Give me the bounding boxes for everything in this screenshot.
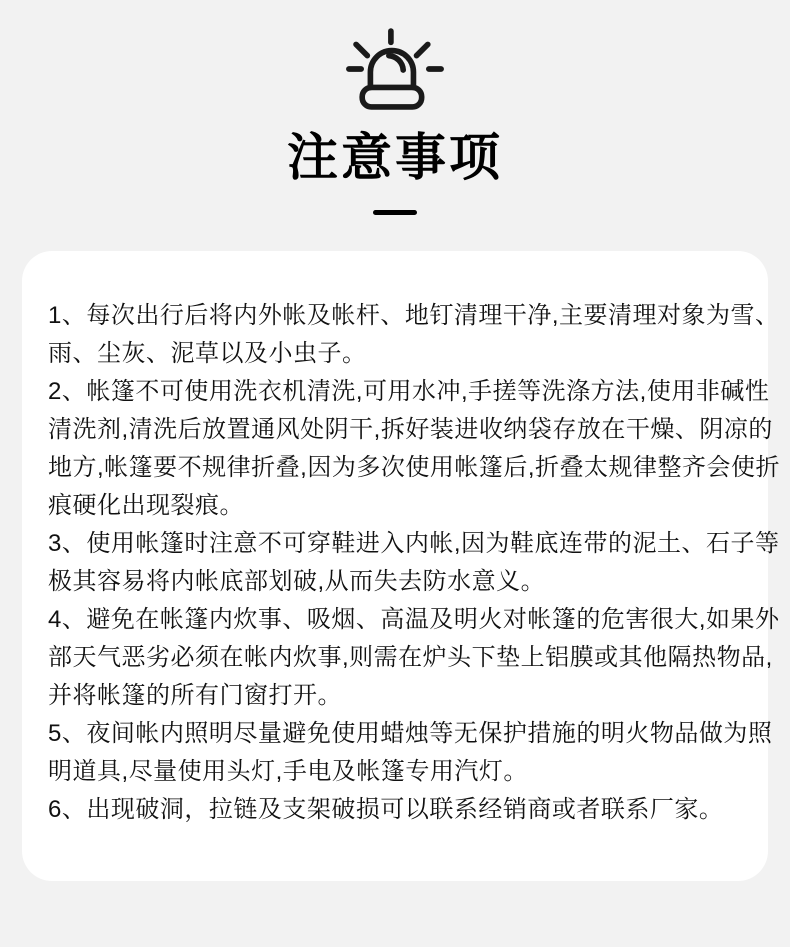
note-line: 极其容易将内帐底部划破,从而失去防水意义。 <box>48 568 546 595</box>
note-line: 2、帐篷不可使用洗衣机清洗,可用水冲,手搓等洗涤方法,使用非碱性 <box>48 378 770 405</box>
note-line: 3、使用帐篷时注意不可穿鞋进入内帐,因为鞋底连带的泥土、石子等 <box>48 530 780 557</box>
note-line: 5、夜间帐内照明尽量避免使用蜡烛等无保护措施的明火物品做为照 <box>48 720 773 747</box>
page-title: 注意事项 <box>286 129 503 186</box>
note-line: 清洗剂,清洗后放置通风处阴干,拆好装进收纳袋存放在干燥、阴凉的 <box>48 416 773 443</box>
note-line: 并将帐篷的所有门窗打开。 <box>48 682 342 709</box>
note-line: 6、出现破洞，拉链及支架破损可以联系经销商或者联系厂家。 <box>48 796 724 823</box>
note-line: 明道具,尽量使用头灯,手电及帐篷专用汽灯。 <box>48 758 528 785</box>
notes-card <box>22 251 781 881</box>
note-line: 雨、尘灰、泥草以及小虫子。 <box>48 340 367 367</box>
page-header <box>287 0 503 215</box>
note-item-1 <box>48 297 780 373</box>
note-item-6 <box>48 791 744 829</box>
note-line: 痕硬化出现裂痕。 <box>48 492 244 519</box>
note-item-3 <box>48 525 780 601</box>
siren-alarm-icon <box>345 28 445 110</box>
note-item-5 <box>48 715 773 791</box>
title-underline <box>373 210 417 215</box>
note-item-4 <box>48 601 780 715</box>
note-line: 4、避免在帐篷内炊事、吸烟、高温及明火对帐篷的危害很大,如果外 <box>48 606 780 633</box>
note-item-2 <box>48 373 781 525</box>
note-line: 1、每次出行后将内外帐及帐杆、地钉清理干净,主要清理对象为雪、 <box>48 302 780 329</box>
note-line: 部天气恶劣必须在帐内炊事,则需在炉头下垫上铝膜或其他隔热物品, <box>48 644 773 671</box>
note-line: 地方,帐篷要不规律折叠,因为多次使用帐篷后,折叠太规律整齐会使折 <box>48 454 781 481</box>
